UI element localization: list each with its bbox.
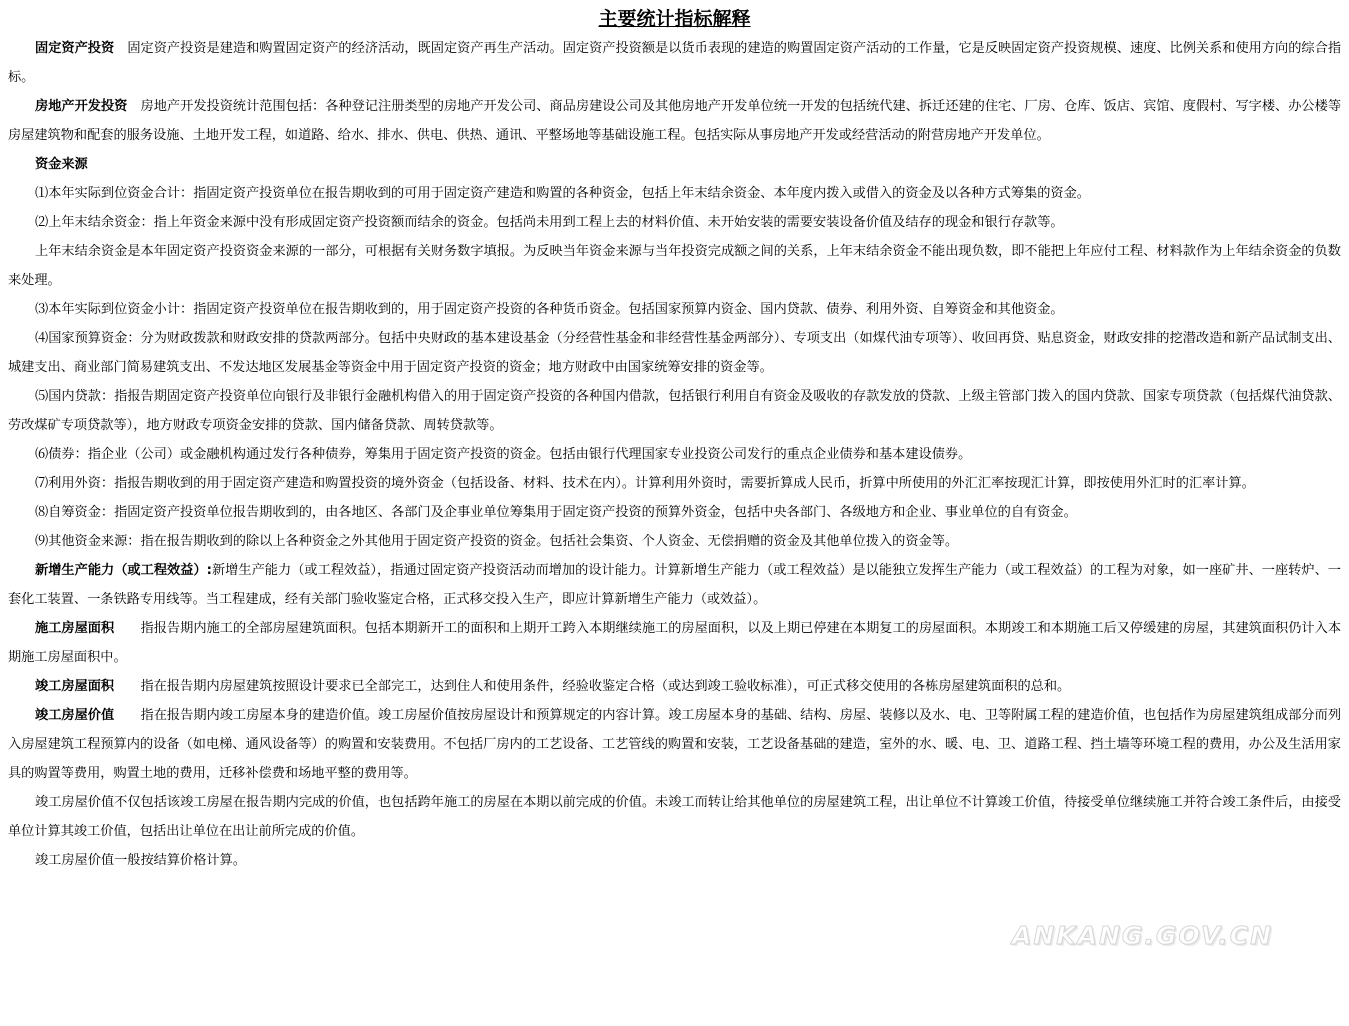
term-separator: [127, 99, 140, 114]
term-separator: [114, 41, 127, 56]
page-title: 主要统计指标解释: [598, 8, 751, 30]
paragraph: [8, 295, 1341, 324]
paragraph: [8, 701, 1341, 788]
site-watermark: ANKANG.GOV.CN: [1012, 921, 1274, 950]
term-heading: 资金来源: [35, 157, 88, 172]
term-heading: 新增生产能力（或工程效益）:: [35, 563, 212, 578]
paragraph-text: 竣工房屋价值一般按结算价格计算。: [35, 853, 246, 868]
term-heading: 施工房屋面积: [35, 621, 115, 636]
paragraph: [8, 324, 1341, 382]
paragraph-text: 上年末结余资金是本年固定资产投资资金来源的一部分，可根据有关财务数字填报。为反映当年资金来源与当年投资完成额之间的关系，上年末结余资金不能出现负数，即不能把上年应付工程、材料款作为上年结余资金的负数来处理。: [8, 244, 1341, 288]
paragraph: [8, 556, 1341, 614]
paragraph: [8, 498, 1341, 527]
term-separator: [114, 679, 140, 694]
paragraph-text: ⑻自筹资金：指固定资产投资单位报告期收到的，由各地区、各部门及企事业单位筹集用于固定资产投资的预算外资金，包括中央各部门、各级地方和企业、事业单位的自有资金。: [35, 505, 1077, 520]
paragraph-text: ⑴本年实际到位资金合计：指固定资产投资单位在报告期收到的可用于固定资产建造和购置的各种资金，包括上年末结余资金、本年度内拨入或借入的资金及以各种方式筹集的资金。: [35, 186, 1090, 201]
paragraph-text: 新增生产能力（或工程效益），指通过固定资产投资活动而增加的设计能力。计算新增生产能力（或工程效益）是以能独立发挥生产能力（或工程效益）的工程为对象，如一座矿井、一座转炉、一套化工装置、一条铁路专用线等。当工程建成，经有关部门验收鉴定合格，正式移交投入生产，即应计算新增生产能力（或效益）。: [8, 563, 1341, 607]
paragraph-text: ⑺利用外资：指报告期收到的用于固定资产建造和购置投资的境外资金（包括设备、材料、技术在内）。计算利用外资时，需要折算成人民币，折算中所使用的外汇汇率按现汇计算，即按使用外汇时的汇率计算。: [35, 476, 1255, 491]
paragraph-text: ⑷国家预算资金：分为财政拨款和财政安排的贷款两部分。包括中央财政的基本建设基金（分经营性基金和非经营性基金两部分）、专项支出（如煤代油专项等）、收回再贷、贴息资金，财政安排的挖潜改造和新产品试制支出、城建支出、商业部门简易建筑支出、不发达地区发展基金等资金中用于固定资产投资的资金；地方财政中由国家统筹安排的资金等。: [8, 331, 1341, 375]
paragraph-list: [8, 34, 1341, 875]
term-heading: 竣工房屋面积: [35, 679, 115, 694]
paragraph: [8, 179, 1341, 208]
paragraph-text: 指在报告期内竣工房屋本身的建造价值。竣工房屋价值按房屋设计和预算规定的内容计算。竣工房屋本身的基础、结构、房屋、装修以及水、电、卫等附属工程的建造价值，也包括作为房屋建筑组成部分而列入房屋建筑工程预算内的设备（如电梯、通风设备等）的购置和安装费用。不包括厂房内的工艺设备、工艺管线的购置和安装，工艺设备基础的建造，室外的水、暖、电、卫、道路工程、挡土墙等环境工程的费用，办公及生活用家具的购置等费用，购置土地的费用，迁移补偿费和场地平整的费用等。: [8, 708, 1342, 781]
paragraph: [8, 527, 1341, 556]
paragraph: [8, 672, 1341, 701]
document: [8, 4, 1341, 875]
paragraph-text: 房地产开发投资统计范围包括：各种登记注册类型的房地产开发公司、商品房建设公司及其他房地产开发单位统一开发的包括统代建、拆迁还建的住宅、厂房、仓库、饭店、宾馆、度假村、写字楼、办公楼等房屋建筑物和配套的服务设施、土地开发工程，如道路、给水、排水、供电、供热、通讯、平整场地等基础设施工程。包括实际从事房地产开发或经营活动的附营房地产开发单位。: [8, 99, 1342, 143]
paragraph: [8, 382, 1341, 440]
term-heading: 竣工房屋价值: [35, 708, 115, 723]
paragraph-text: ⑼其他资金来源：指在报告期收到的除以上各种资金之外其他用于固定资产投资的资金。包括社会集资、个人资金、无偿捐赠的资金及其他单位拨入的资金等。: [35, 534, 959, 549]
paragraph: [8, 237, 1341, 295]
paragraph: [8, 846, 1341, 875]
term-separator: [114, 621, 140, 636]
paragraph-text: ⑶本年实际到位资金小计：指固定资产投资单位在报告期收到的，用于固定资产投资的各种货币资金。包括国家预算内资金、国内贷款、债券、利用外资、自筹资金和其他资金。: [35, 302, 1064, 317]
paragraph-text: 指报告期内施工的全部房屋建筑面积。包括本期新开工的面积和上期开工跨入本期继续施工的房屋面积，以及上期已停建在本期复工的房屋面积。本期竣工和本期施工后又停缓建的房屋，其建筑面积仍计入本期施工房屋面积中。: [8, 621, 1342, 665]
paragraph: [8, 150, 1341, 179]
paragraph: [8, 34, 1341, 92]
paragraph-text: 固定资产投资是建造和购置固定资产的经济活动，既固定资产再生产活动。固定资产投资额是以货币表现的建造的购置固定资产活动的工作量，它是反映固定资产投资规模、速度、比例关系和使用方向的综合指标。: [8, 41, 1342, 85]
paragraph-text: 指在报告期内房屋建筑按照设计要求已全部完工，达到住人和使用条件，经验收鉴定合格（或达到竣工验收标准），可正式移交使用的各栋房屋建筑面积的总和。: [140, 679, 1071, 694]
paragraph-text: ⑹债券：指企业（公司）或金融机构通过发行各种债券，筹集用于固定资产投资的资金。包括由银行代理国家专业投资公司发行的重点企业债券和基本建设债券。: [35, 447, 972, 462]
paragraph: [8, 92, 1341, 150]
term-separator: [114, 708, 140, 723]
paragraph: [8, 614, 1341, 672]
paragraph: [8, 788, 1341, 846]
paragraph: [8, 208, 1341, 237]
paragraph-text: 竣工房屋价值不仅包括该竣工房屋在报告期内完成的价值，也包括跨年施工的房屋在本期以前完成的价值。未竣工而转让给其他单位的房屋建筑工程，出让单位不计算竣工价值，待接受单位继续施工并符合竣工条件后，由接受单位计算其竣工价值，包括出让单位在出让前所完成的价值。: [8, 795, 1341, 839]
paragraph: [8, 440, 1341, 469]
paragraph: [8, 469, 1341, 498]
term-heading: 房地产开发投资: [35, 99, 128, 114]
term-heading: 固定资产投资: [35, 41, 115, 56]
paragraph-text: ⑸国内贷款：指报告期固定资产投资单位向银行及非银行金融机构借入的用于固定资产投资的各种国内借款，包括银行利用自有资金及吸收的存款发放的贷款、上级主管部门拨入的国内贷款、国家专项贷款（包括煤代油贷款、劳改煤矿专项贷款等），地方财政专项资金安排的贷款、国内储备贷款、周转贷款等。: [8, 389, 1341, 433]
paragraph-text: ⑵上年末结余资金：指上年资金来源中没有形成固定资产投资额而结余的资金。包括尚未用到工程上去的材料价值、未开始安装的需要安装设备价值及结存的现金和银行存款等。: [35, 215, 1064, 230]
